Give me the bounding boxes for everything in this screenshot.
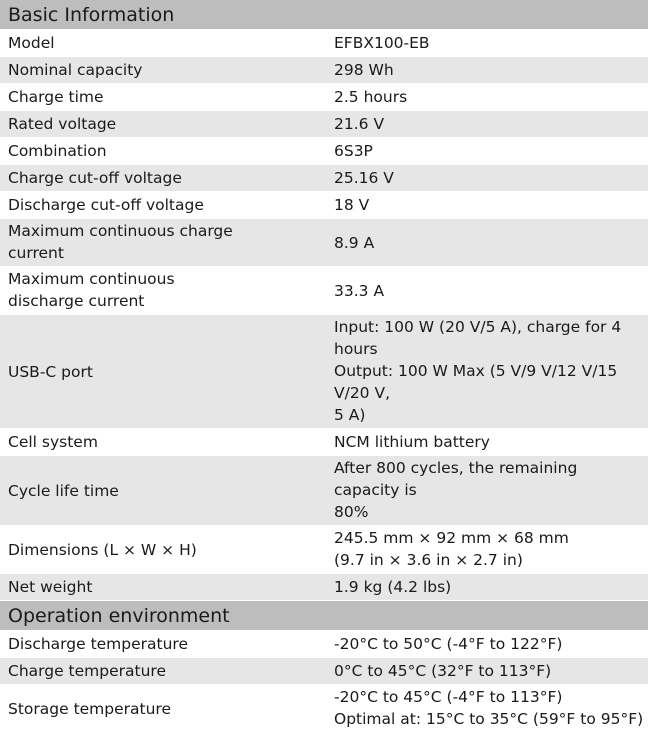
spec-row-charge-time (0, 84, 648, 111)
section-header-basic-information (0, 0, 648, 30)
spec-row-cycle-life-time (0, 456, 648, 526)
spec-value-line: Optimal at: 15°C to 35°C (59°F to 95°F) (334, 708, 644, 730)
spec-value: 6S3P (324, 138, 648, 165)
spec-row-storage-temperature (0, 685, 648, 732)
spec-label: Discharge cut-off voltage (0, 192, 324, 219)
spec-value-line: Output: 100 W Max (5 V/9 V/12 V/15 V/20 V, (334, 360, 644, 404)
spec-label (0, 219, 324, 267)
spec-row-nominal-capacity (0, 57, 648, 84)
spec-value: 18 V (324, 192, 648, 219)
spec-row-discharge-temperature (0, 631, 648, 658)
spec-label: Model (0, 30, 324, 57)
spec-label: Combination (0, 138, 324, 165)
spec-label-line: current (8, 242, 320, 264)
spec-value-line: (9.7 in × 3.6 in × 2.7 in) (334, 549, 644, 571)
spec-label: Charge time (0, 84, 324, 111)
spec-label: Storage temperature (0, 685, 324, 732)
spec-value: 21.6 V (324, 111, 648, 138)
spec-row-net-weight (0, 574, 648, 601)
spec-row-charge-cut-off-voltage (0, 165, 648, 192)
spec-label (0, 267, 324, 315)
spec-row-dimensions-l-w-h (0, 526, 648, 574)
spec-row-maximum-continuous-charge-current (0, 219, 648, 267)
spec-label: Cycle life time (0, 456, 324, 526)
spec-value (324, 526, 648, 574)
spec-row-cell-system (0, 429, 648, 456)
spec-label: Charge temperature (0, 658, 324, 685)
section-title: Basic Information (0, 0, 648, 30)
section-title: Operation environment (0, 601, 648, 631)
spec-value (324, 315, 648, 429)
spec-value: 25.16 V (324, 165, 648, 192)
section-header-operation-environment (0, 601, 648, 631)
spec-row-discharge-cut-off-voltage (0, 192, 648, 219)
spec-row-charge-temperature (0, 658, 648, 685)
spec-label: Discharge temperature (0, 631, 324, 658)
spec-value-line: 245.5 mm × 92 mm × 68 mm (334, 527, 644, 549)
spec-value: 1.9 kg (4.2 lbs) (324, 574, 648, 601)
spec-value (324, 456, 648, 526)
spec-value: EFBX100-EB (324, 30, 648, 57)
spec-label: Dimensions (L × W × H) (0, 526, 324, 574)
spec-value: 33.3 A (324, 267, 648, 315)
spec-label-line: discharge current (8, 290, 320, 312)
spec-value (324, 685, 648, 732)
spec-value-line: -20°C to 45°C (-4°F to 113°F) (334, 686, 644, 708)
spec-row-model (0, 30, 648, 57)
spec-label: Cell system (0, 429, 324, 456)
spec-value-line: Input: 100 W (20 V/5 A), charge for 4 hours (334, 316, 644, 360)
spec-value: -20°C to 50°C (-4°F to 122°F) (324, 631, 648, 658)
spec-label: USB-C port (0, 315, 324, 429)
spec-label: Charge cut-off voltage (0, 165, 324, 192)
spec-label-line: Maximum continuous charge (8, 220, 320, 242)
spec-label-line: Maximum continuous (8, 268, 320, 290)
spec-value: NCM lithium battery (324, 429, 648, 456)
spec-row-maximum-continuous-discharge-current (0, 267, 648, 315)
spec-value-line: 5 A) (334, 404, 644, 426)
spec-label: Nominal capacity (0, 57, 324, 84)
spec-label: Rated voltage (0, 111, 324, 138)
spec-row-usb-c-port (0, 315, 648, 429)
spec-value: 8.9 A (324, 219, 648, 267)
spec-value: 2.5 hours (324, 84, 648, 111)
spec-value: 0°C to 45°C (32°F to 113°F) (324, 658, 648, 685)
spec-row-combination (0, 138, 648, 165)
spec-value-line: After 800 cycles, the remaining capacity is (334, 457, 644, 501)
spec-row-rated-voltage (0, 111, 648, 138)
spec-label: Net weight (0, 574, 324, 601)
spec-value: 298 Wh (324, 57, 648, 84)
spec-value-line: 80% (334, 501, 644, 523)
